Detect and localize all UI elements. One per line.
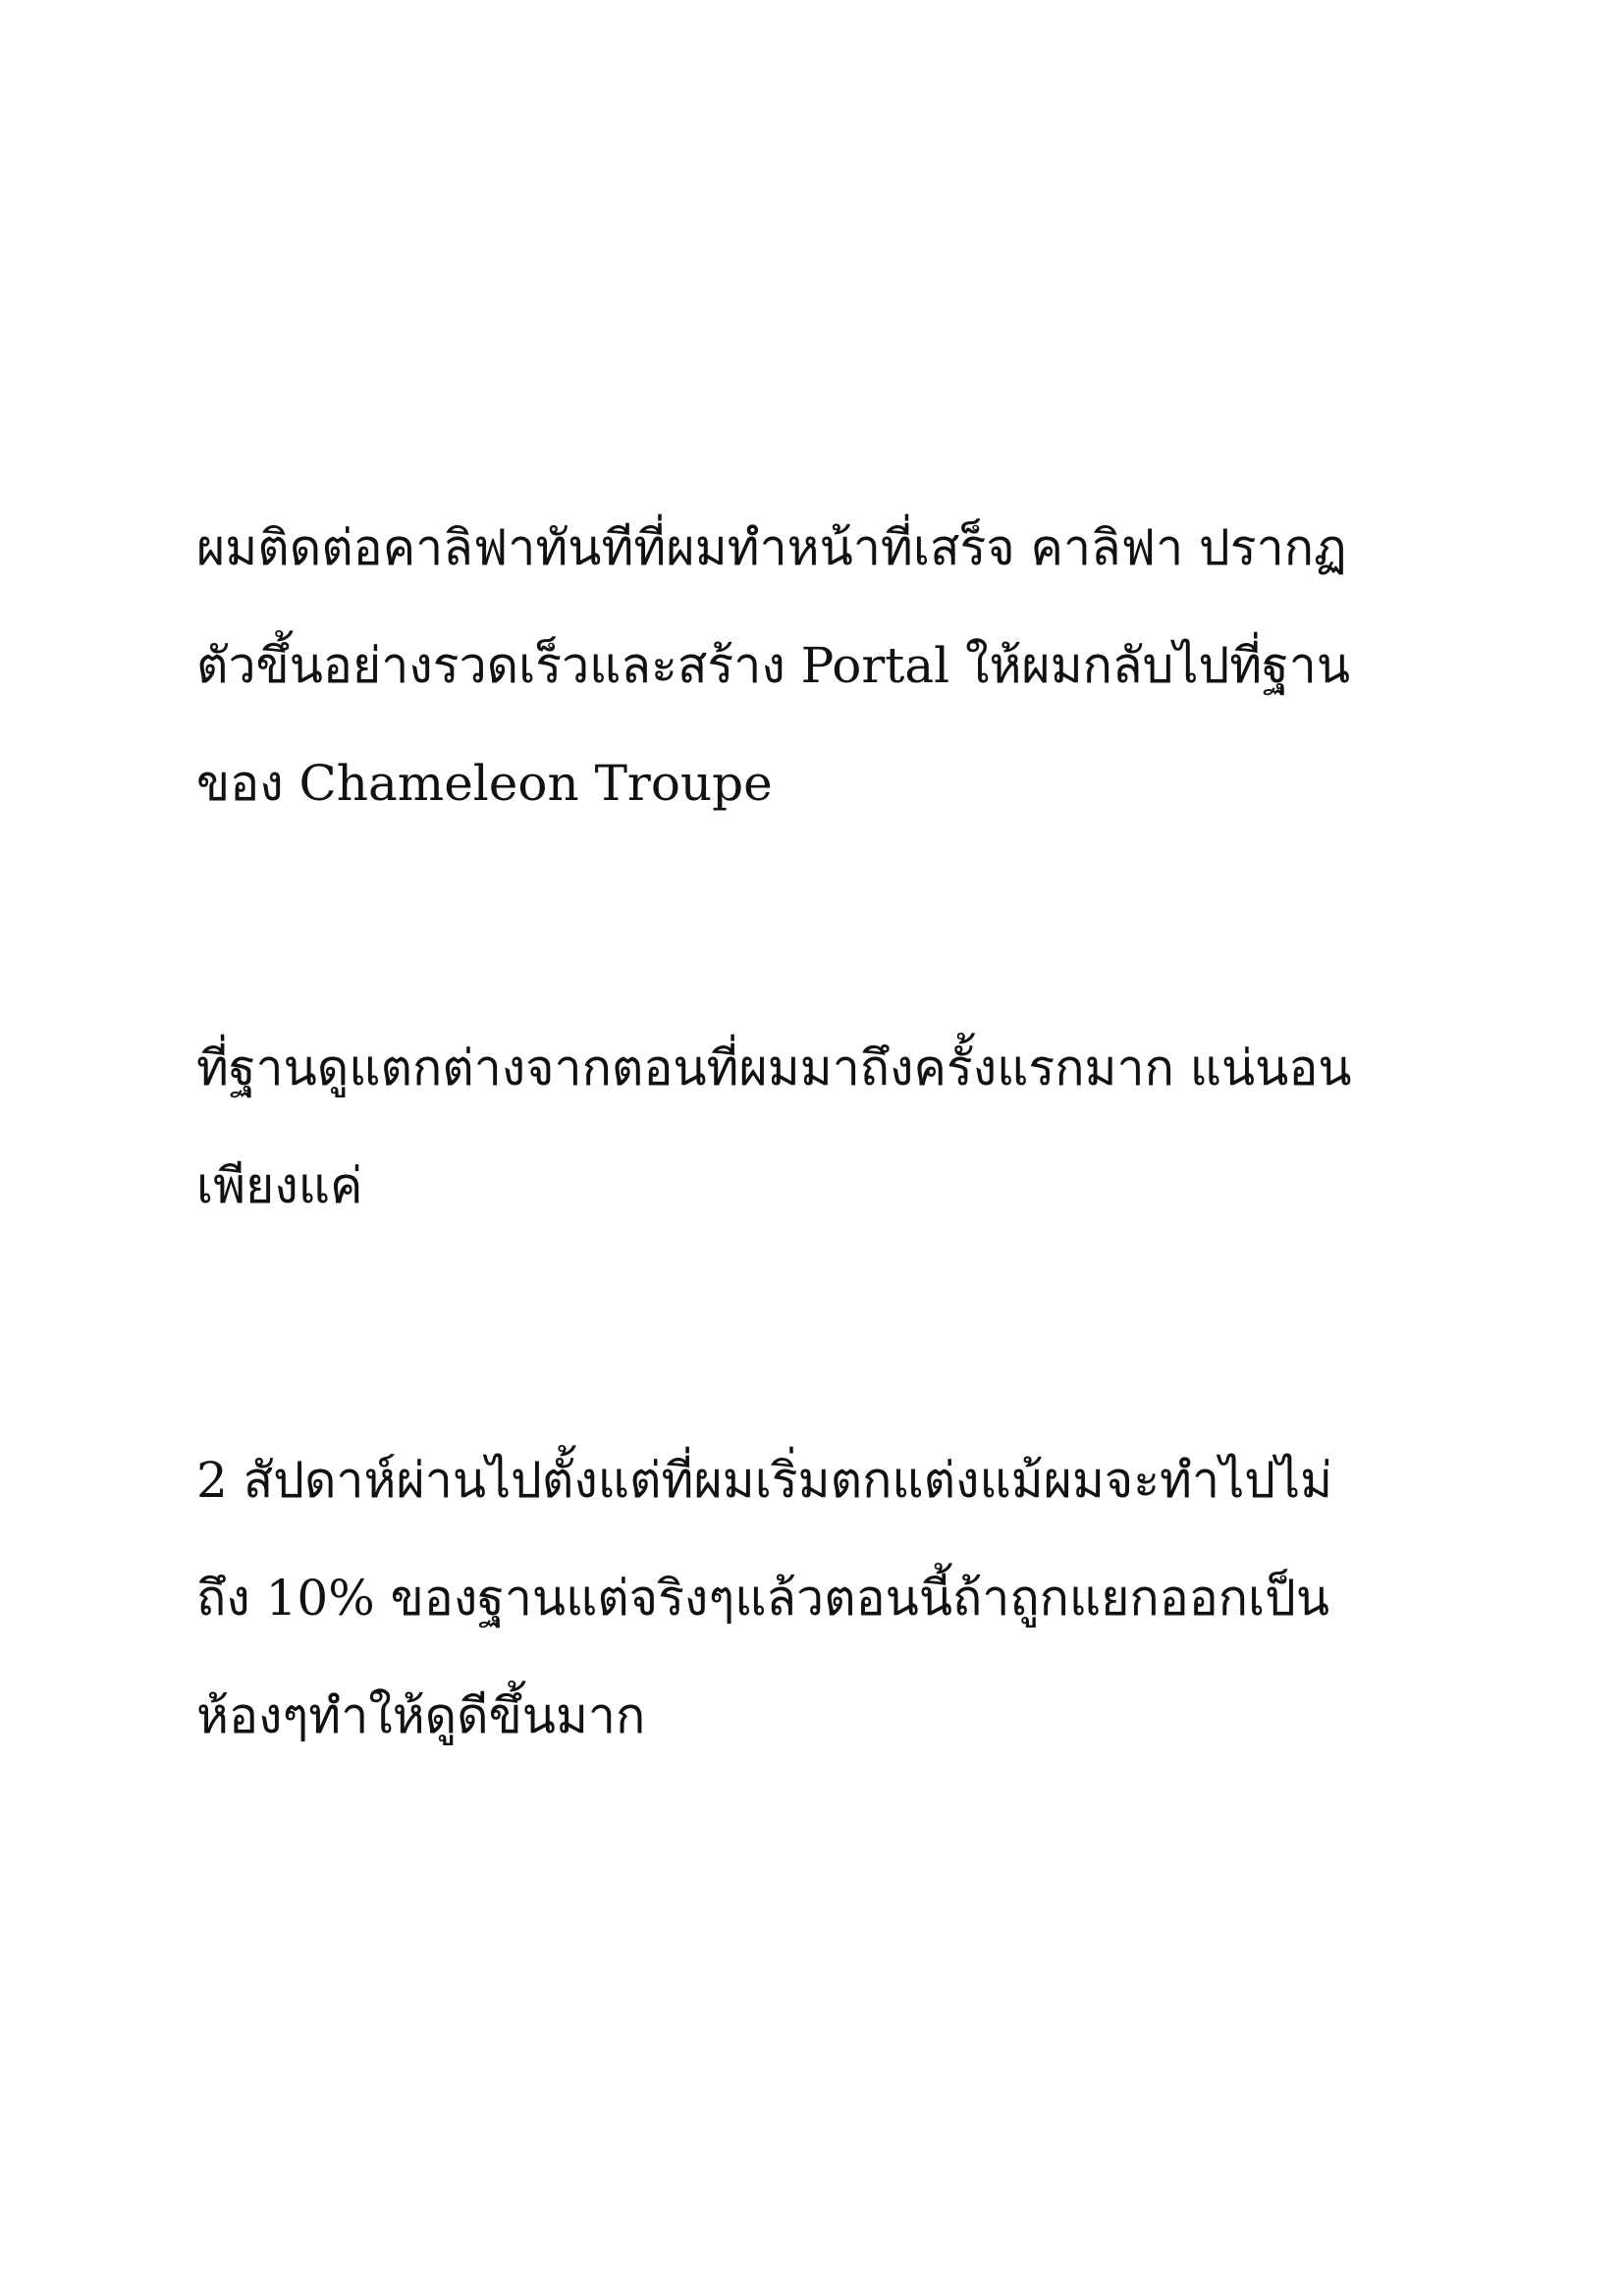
paragraph-2-line-1: ที่ฐานดูแตกต่างจากตอนที่ผมมาถึงครั้งแรกมาก แน่นอน <box>196 1040 1352 1096</box>
paragraph-3-line-3: ห้องๆทำให้ดูดีขึ้นมาก <box>196 1687 646 1744</box>
paragraph-2 <box>196 1009 1434 1245</box>
paragraph-1 <box>196 489 1434 842</box>
paragraph-1-line-3: ของ Chameleon Troupe <box>196 755 773 812</box>
paragraph-3-line-2: ถึง 10% ของฐานแต่จริงๆแล้วตอนนี้ถ้าถูกแยกออกเป็น <box>196 1570 1330 1627</box>
paragraph-2-line-2: เพียงแค่ <box>196 1157 363 1214</box>
paragraph-1-line-2: ตัวขึ้นอย่างรวดเร็วและสร้าง Portal ให้ผมกลับไปที่ฐาน <box>196 637 1350 694</box>
paragraph-1-line-1: ผมติดต่อคาลิฟาทันทีที่ผมทำหน้าที่เสร็จ คาลิฟา ปรากฏ <box>196 519 1347 576</box>
paragraph-3 <box>196 1421 1434 1775</box>
paragraph-3-line-1: 2 สัปดาห์ผ่านไปตั้งแต่ที่ผมเริ่มตกแต่งแม้ผมจะทำไปไม่ <box>196 1452 1333 1509</box>
